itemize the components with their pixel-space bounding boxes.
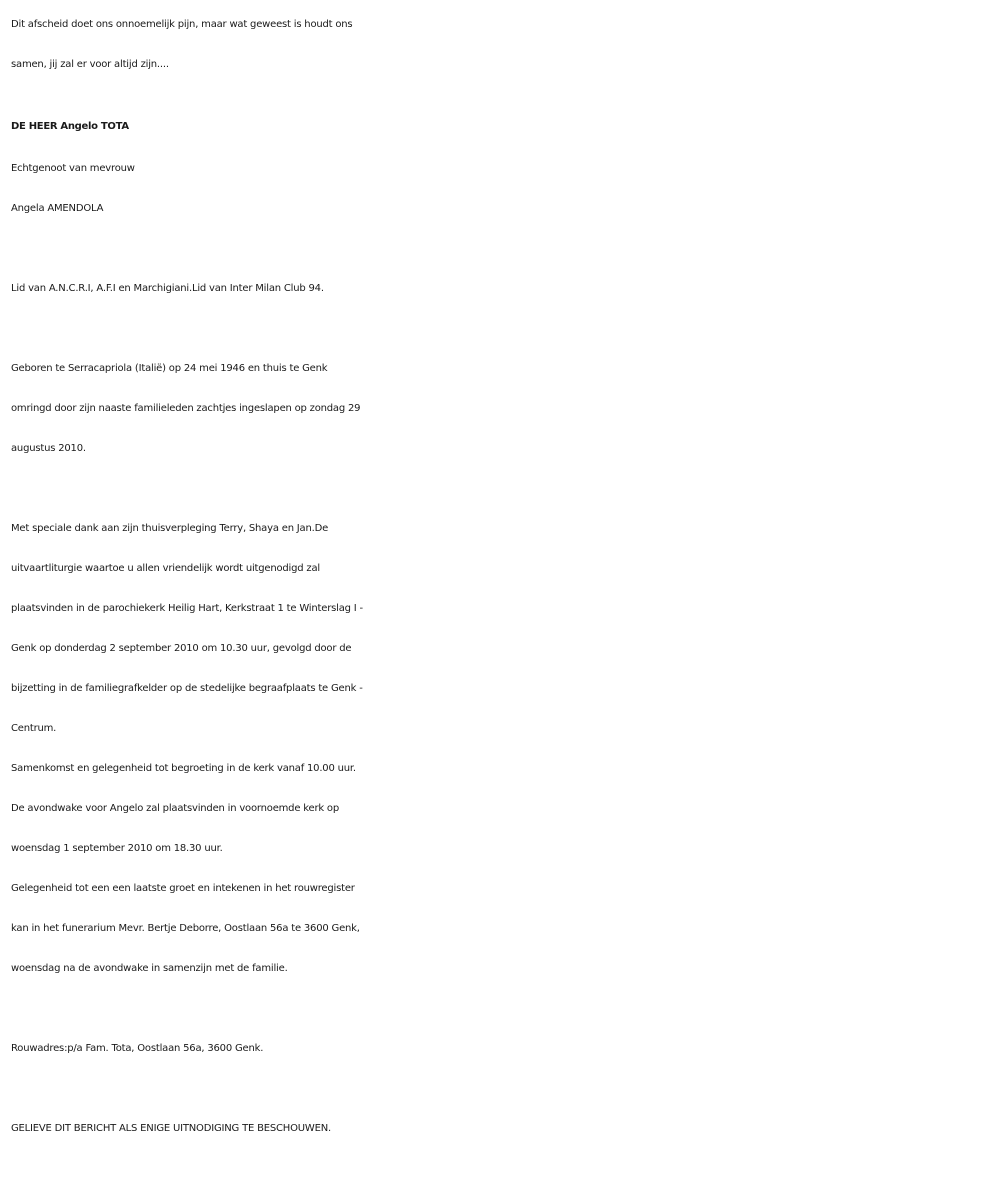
details-line-12: woensdag na de avondwake in samenzijn met de familie. <box>11 963 288 974</box>
birth-death-line-2: omringd door zijn naaste familieleden zachtjes ingeslapen op zondag 29 <box>11 403 361 414</box>
obituary-document <box>11 0 991 1149</box>
spacer <box>11 469 991 509</box>
details-line-2: uitvaartliturgie waartoe u allen vriendelijk wordt uitgenodigd zal <box>11 563 320 574</box>
deceased-name: DE HEER Angelo TOTA <box>11 121 129 132</box>
spouse-line-2: Angela AMENDOLA <box>11 203 104 214</box>
details-line-4: Genk op donderdag 2 september 2010 om 10.30 uur, gevolgd door de <box>11 643 352 654</box>
birth-death-line-1: Geboren te Serracapriola (Italië) op 24 mei 1946 en thuis te Genk <box>11 363 328 374</box>
mourning-address: Rouwadres:p/a Fam. Tota, Oostlaan 56a, 3600 Genk. <box>11 1043 264 1054</box>
spacer <box>11 1069 991 1109</box>
details-line-1: Met speciale dank aan zijn thuisverpleging Terry, Shaya en Jan.De <box>11 523 329 534</box>
details-line-10: Gelegenheid tot een een laatste groet en intekenen in het rouwregister <box>11 883 355 894</box>
spacer <box>11 85 991 101</box>
details-line-8: De avondwake voor Angelo zal plaatsvinden in voornoemde kerk op <box>11 803 339 814</box>
details-line-6: Centrum. <box>11 723 57 734</box>
intro-line-1: Dit afscheid doet ons onnoemelijk pijn, maar wat geweest is houdt ons <box>11 19 353 30</box>
details-line-11: kan in het funerarium Mevr. Bertje Deborre, Oostlaan 56a te 3600 Genk, <box>11 923 360 934</box>
spouse-line-1: Echtgenoot van mevrouw <box>11 163 135 174</box>
intro-line-2: samen, jij zal er voor altijd zijn.... <box>11 59 169 70</box>
details-line-5: bijzetting in de familiegrafkelder op de stedelijke begraafplaats te Genk - <box>11 683 363 694</box>
closing-notice: GELIEVE DIT BERICHT ALS ENIGE UITNODIGING TE BESCHOUWEN. <box>11 1123 331 1134</box>
spacer <box>11 989 991 1029</box>
details-line-9: woensdag 1 september 2010 om 18.30 uur. <box>11 843 223 854</box>
birth-death-line-3: augustus 2010. <box>11 443 86 454</box>
details-line-7: Samenkomst en gelegenheid tot begroeting in de kerk vanaf 10.00 uur. <box>11 763 356 774</box>
spacer <box>11 229 991 269</box>
membership-line: Lid van A.N.C.R.I, A.F.I en Marchigiani.Lid van Inter Milan Club 94. <box>11 283 324 294</box>
details-line-3: plaatsvinden in de parochiekerk Heilig Hart, Kerkstraat 1 te Winterslag I - <box>11 603 363 614</box>
spacer <box>11 309 991 349</box>
